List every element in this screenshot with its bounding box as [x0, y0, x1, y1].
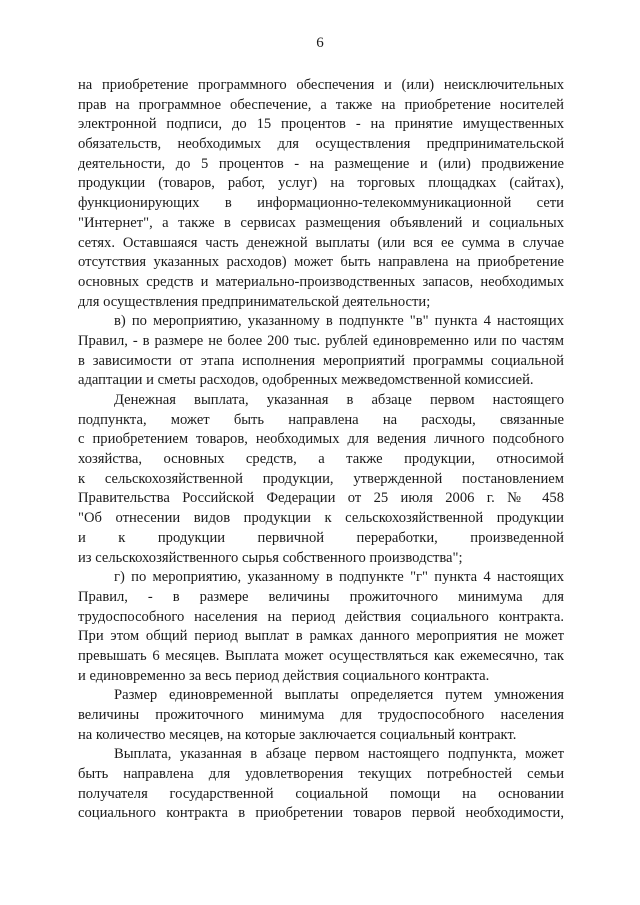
text-line: социального контракта в приобретении товаров первой необходимости, — [78, 805, 564, 822]
text-line: на количество месяцев, на которые заключается социальный контракт. — [78, 726, 517, 743]
text-line: продукции (товаров, работ, услуг) на торговых площадках (сайтах), — [78, 175, 564, 192]
text-line: в зависимости от этапа исполнения мероприятий программы социальной — [78, 352, 564, 369]
text-line: электронной подписи, до 15 процентов - на принятие имущественных — [78, 116, 564, 133]
text-line: быть направлена для удовлетворения текущих потребностей семьи — [78, 766, 564, 783]
text-line: с приобретением товаров, необходимых для ведения личного подсобного — [78, 431, 564, 448]
text-line: трудоспособного населения на период действия социального контракта. — [78, 608, 564, 625]
text-line: Правил, - в размере величины прожиточного минимума для — [78, 588, 564, 605]
document-body — [78, 76, 564, 824]
text-line: г) по мероприятию, указанному в подпункте "г" пункта 4 настоящих — [114, 569, 564, 586]
text-line: получателя государственной социальной помощи на основании — [78, 785, 564, 802]
text-line: и к продукции первичной переработки, произведенной — [78, 529, 564, 546]
text-line: Размер единовременной выплаты определяется путем умножения — [114, 687, 564, 704]
text-line: функционирующих в информационно-телекоммуникационной сети — [78, 195, 564, 212]
paragraph — [78, 312, 564, 391]
text-line: величины прожиточного минимума для трудоспособного населения — [78, 707, 564, 723]
text-line: основных средств и материально-производственных запасов, необходимых — [78, 273, 564, 290]
text-line: Денежная выплата, указанная в абзаце первом настоящего — [114, 392, 564, 408]
text-line: в) по мероприятию, указанному в подпункте "в" пункта 4 настоящих — [114, 313, 564, 330]
text-line: на приобретение программного обеспечения и (или) неисключительных — [78, 77, 564, 93]
text-line: отсутствия указанных расходов) может быть направлена на приобретение — [78, 254, 564, 271]
text-line: и единовременно за весь период действия социального контракта. — [78, 667, 490, 684]
text-line: хозяйства, основных средств, а также продукции, относимой — [78, 451, 564, 468]
text-line: из сельскохозяйственного сырья собственного производства"; — [78, 549, 463, 566]
text-line: сетях. Оставшаяся часть денежной выплаты (или вся ее сумма в случае — [78, 234, 564, 251]
text-line: "Интернет", а также в сервисах размещения объявлений и социальных — [78, 214, 564, 231]
page-number: 6 — [316, 35, 324, 51]
paragraph — [78, 76, 564, 312]
text-line: Правительства Российской Федерации от 25 июля 2006 г. № 458 — [78, 490, 564, 507]
paragraph — [78, 745, 564, 824]
text-line: обязательств, необходимых для осуществления предпринимательской — [78, 136, 564, 153]
paragraph — [78, 686, 564, 745]
text-line: к сельскохозяйственной продукции, утвержденной постановлением — [78, 470, 564, 487]
text-line: для осуществления предпринимательской деятельности; — [78, 293, 431, 310]
text-line: превышать 6 месяцев. Выплата может осуществляться как ежемесячно, так — [78, 647, 564, 664]
text-line: Правил, - в размере не более 200 тыс. рублей единовременно или по частям — [78, 332, 564, 349]
paragraph — [78, 568, 564, 686]
text-line: При этом общий период выплат в рамках данного мероприятия не может — [78, 628, 564, 645]
paragraph — [78, 391, 564, 568]
text-line: адаптации и сметы расходов, одобренных межведомственной комиссией. — [78, 372, 534, 389]
text-line: "Об отнесении видов продукции к сельскохозяйственной продукции — [78, 510, 564, 527]
text-line: прав на программное обеспечение, а также на приобретение носителей — [78, 96, 564, 113]
text-line: Выплата, указанная в абзаце первом настоящего подпункта, может — [114, 746, 564, 763]
text-line: деятельности, до 5 процентов - на размещение и (или) продвижение — [78, 155, 564, 172]
text-line: подпункта, может быть направлена на расходы, связанные — [78, 411, 564, 428]
